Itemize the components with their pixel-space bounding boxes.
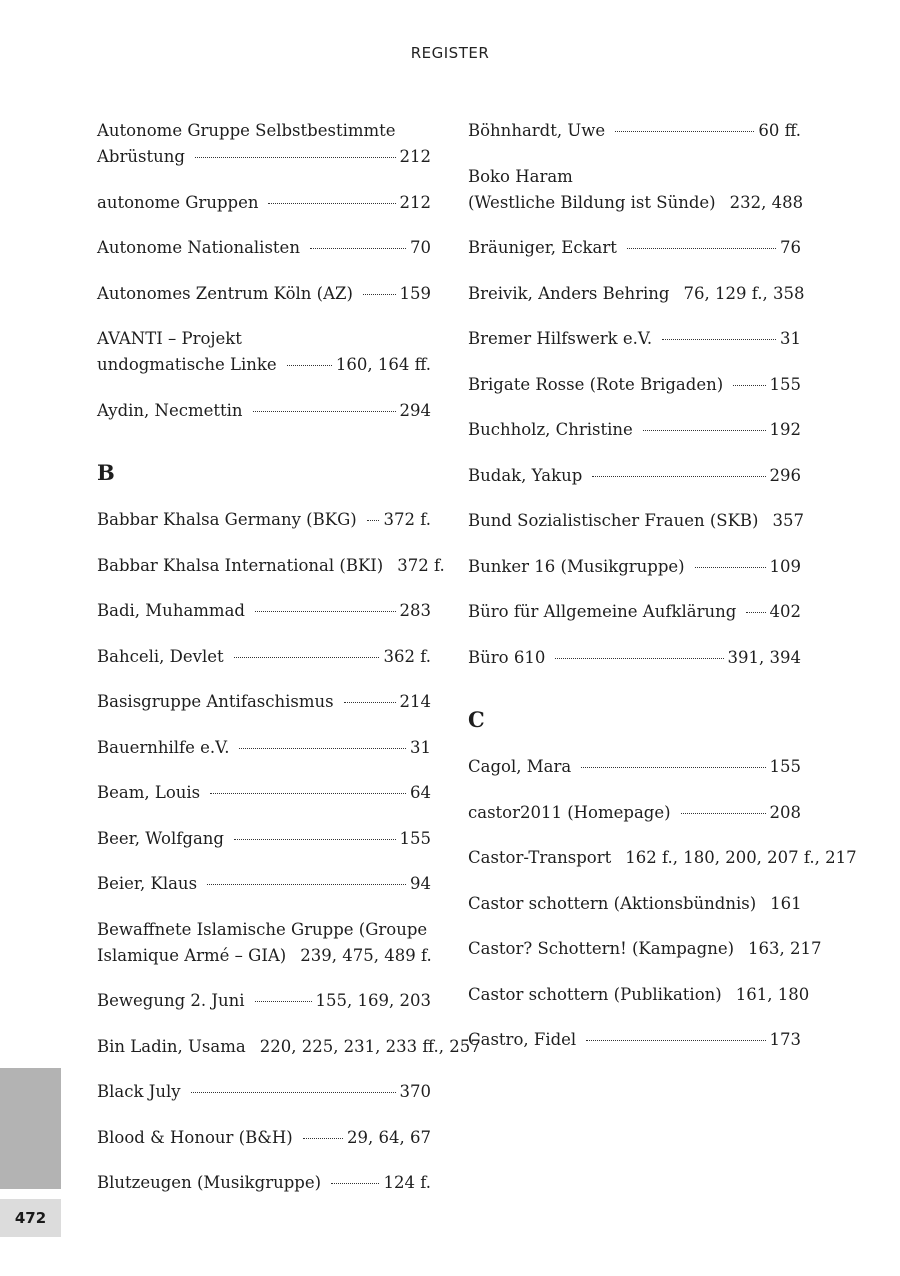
page-references: 162 f., 180, 200, 207 f., 217	[625, 848, 857, 867]
dot-leader	[210, 793, 406, 794]
page-references: 370	[399, 1082, 431, 1101]
index-entry	[97, 507, 431, 553]
index-entry	[97, 780, 431, 826]
index-term: Badi, Muhammad	[97, 601, 245, 620]
dot-leader	[662, 339, 776, 340]
page-references: 109	[769, 556, 801, 576]
index-entry	[468, 118, 801, 164]
index-entry	[468, 235, 801, 281]
page-references: 372 f.	[383, 510, 431, 529]
index-term: Abrüstung	[97, 147, 185, 166]
index-entry	[97, 326, 431, 398]
index-entry	[97, 1034, 481, 1080]
index-entry	[97, 735, 431, 781]
index-term: Islamique Armé – GIA)	[97, 945, 287, 965]
index-term: Boko Haram	[468, 166, 573, 186]
dot-leader	[255, 1001, 312, 1002]
index-term: Babbar Khalsa Germany (BKG)	[97, 510, 357, 529]
index-entry	[468, 1027, 801, 1073]
index-entry	[97, 826, 431, 872]
page-references: 283	[399, 601, 431, 620]
index-term: Böhnhardt, Uwe	[468, 121, 606, 140]
index-term: Büro für Allgemeine Aufklärung	[468, 602, 737, 621]
index-entry	[97, 235, 431, 281]
index-term: (Westliche Bildung ist Sünde)	[468, 192, 716, 212]
dot-leader	[253, 411, 396, 412]
dot-leader	[239, 748, 406, 749]
dot-leader	[268, 203, 395, 204]
section-letter: C	[468, 707, 485, 732]
page-references: 372 f.	[397, 555, 445, 575]
index-entry	[97, 1079, 431, 1125]
page-references: 155, 169, 203	[315, 991, 431, 1010]
page-references: 232, 488	[729, 192, 804, 212]
page-references: 155	[399, 828, 431, 848]
index-entry	[468, 326, 801, 372]
dot-leader	[681, 813, 766, 814]
dot-leader	[643, 430, 766, 431]
index-entry	[468, 164, 804, 236]
index-term: AVANTI – Projekt	[97, 329, 242, 348]
index-entry	[468, 463, 801, 509]
index-entry	[468, 372, 801, 418]
index-column-right	[468, 118, 857, 1073]
index-entry	[468, 281, 805, 327]
index-entry	[468, 982, 810, 1028]
index-term: Blutzeugen (Musikgruppe)	[97, 1173, 322, 1192]
index-term: Bund Sozialistischer Frauen (SKB)	[468, 511, 759, 530]
index-term: Basisgruppe Antifaschismus	[97, 692, 334, 711]
dot-leader	[344, 702, 396, 703]
dot-leader	[746, 612, 765, 613]
index-term: Cagol, Mara	[468, 757, 572, 776]
dot-leader	[581, 767, 765, 768]
index-term: Bräuniger, Eckart	[468, 238, 617, 257]
index-entry	[97, 1170, 431, 1216]
index-term: Breivik, Anders Behring	[468, 283, 670, 303]
page-references: 296	[769, 465, 801, 485]
page-references: 64	[410, 783, 431, 802]
index-entry	[97, 1125, 431, 1171]
dot-leader	[303, 1138, 343, 1139]
index-entry	[97, 598, 431, 644]
index-term: Bauernhilfe e.V.	[97, 737, 230, 757]
index-term: Beer, Wolfgang	[97, 828, 224, 848]
index-term: Bewaffnete Islamische Gruppe (Groupe	[97, 919, 428, 939]
page-references: 94	[410, 874, 431, 893]
index-term: Autonome Gruppe Selbstbestimmte	[97, 121, 396, 140]
index-term: Beier, Klaus	[97, 874, 198, 893]
index-term: Bin Ladin, Usama	[97, 1036, 246, 1056]
index-entry	[468, 800, 801, 846]
page-references: 163, 217	[748, 939, 822, 958]
index-entry	[468, 645, 801, 691]
page-references: 357	[772, 511, 804, 530]
page-references: 31	[780, 329, 801, 348]
index-term: Black July	[97, 1082, 181, 1101]
index-term: Bewegung 2. Juni	[97, 991, 245, 1010]
page-references: 192	[769, 420, 801, 439]
page-references: 239, 475, 489 f.	[300, 945, 432, 965]
page-references: 362 f.	[383, 646, 431, 666]
index-term: Bunker 16 (Musikgruppe)	[468, 556, 685, 576]
section-letter: B	[97, 460, 115, 485]
page-references: 29, 64, 67	[347, 1127, 431, 1147]
dot-leader	[695, 567, 766, 568]
index-term: Büro 610	[468, 647, 546, 667]
dot-leader	[615, 131, 754, 132]
index-term: autonome Gruppen	[97, 192, 259, 212]
index-term: Castor-Transport	[468, 848, 612, 867]
index-term: undogmatische Linke	[97, 355, 277, 374]
page-references: 391, 394	[727, 647, 801, 667]
index-term: Castor schottern (Aktionsbündnis)	[468, 893, 757, 913]
index-entry	[97, 281, 431, 327]
page-references: 208	[769, 802, 801, 822]
index-column-left	[97, 118, 481, 1216]
page-references: 173	[769, 1030, 801, 1049]
page-references: 294	[399, 400, 431, 420]
page-references: 155	[769, 757, 801, 776]
index-entry	[97, 553, 445, 599]
dot-leader	[207, 884, 406, 885]
index-entry	[468, 845, 857, 891]
dot-leader	[592, 476, 765, 477]
index-entry	[97, 689, 431, 735]
index-term: Autonome Nationalisten	[97, 238, 300, 257]
page-references: 212	[399, 192, 431, 212]
page-references: 220, 225, 231, 233 ff., 257	[259, 1036, 481, 1056]
dot-leader	[310, 248, 406, 249]
dot-leader	[234, 839, 396, 840]
thumb-index-tab	[0, 1068, 61, 1189]
dot-leader	[255, 611, 396, 612]
running-header: REGISTER	[410, 44, 490, 62]
index-term: Aydin, Necmettin	[97, 400, 243, 420]
index-entry	[468, 417, 801, 463]
index-entry	[97, 190, 431, 236]
index-term: Beam, Louis	[97, 783, 201, 802]
index-entry	[468, 599, 801, 645]
index-entry	[97, 644, 431, 690]
index-term: Bahceli, Devlet	[97, 646, 224, 666]
index-term: Blood & Honour (B&H)	[97, 1127, 293, 1147]
index-term: Brigate Rosse (Rote Brigaden)	[468, 374, 724, 394]
index-term: Castro, Fidel	[468, 1030, 577, 1049]
page-references: 160, 164 ff.	[335, 355, 431, 374]
page-references: 212	[399, 147, 431, 166]
dot-leader	[191, 1092, 396, 1093]
dot-leader	[367, 520, 380, 521]
index-entry	[97, 398, 431, 444]
page-references: 155	[769, 374, 801, 394]
dot-leader	[555, 658, 723, 659]
page-references: 161	[770, 893, 802, 913]
page-number: 472	[0, 1199, 61, 1237]
page-references: 76	[780, 238, 801, 257]
page-references: 76, 129 f., 358	[683, 283, 805, 303]
index-term: Castor schottern (Publikation)	[468, 984, 722, 1004]
index-entry	[468, 891, 801, 937]
dot-leader	[195, 157, 396, 158]
page-references: 31	[410, 737, 431, 757]
dot-leader	[586, 1040, 765, 1041]
index-term: Budak, Yakup	[468, 465, 583, 485]
page-references: 161, 180	[735, 984, 810, 1004]
index-term: Buchholz, Christine	[468, 420, 633, 439]
page-references: 60 ff.	[758, 121, 801, 140]
index-entry	[468, 936, 822, 982]
index-entry	[468, 508, 804, 554]
index-term: castor2011 (Homepage)	[468, 802, 671, 822]
index-entry	[468, 754, 801, 800]
dot-leader	[331, 1183, 379, 1184]
dot-leader	[234, 657, 380, 658]
dot-leader	[733, 385, 765, 386]
index-entry	[468, 554, 801, 600]
page-references: 214	[399, 692, 431, 711]
page-references: 402	[769, 602, 801, 621]
index-term: Autonomes Zentrum Köln (AZ)	[97, 283, 353, 303]
index-entry	[97, 871, 431, 917]
page-references: 70	[410, 238, 431, 257]
index-term: Bremer Hilfswerk e.V.	[468, 329, 653, 348]
page-references: 124 f.	[383, 1173, 431, 1192]
page-references: 159	[399, 283, 431, 303]
dot-leader	[627, 248, 776, 249]
index-entry	[97, 917, 431, 989]
index-term: Babbar Khalsa International (BKI)	[97, 555, 384, 575]
index-entry	[97, 118, 431, 190]
dot-leader	[363, 294, 396, 295]
index-term: Castor? Schottern! (Kampagne)	[468, 939, 735, 958]
index-entry	[97, 988, 431, 1034]
dot-leader	[287, 365, 332, 366]
